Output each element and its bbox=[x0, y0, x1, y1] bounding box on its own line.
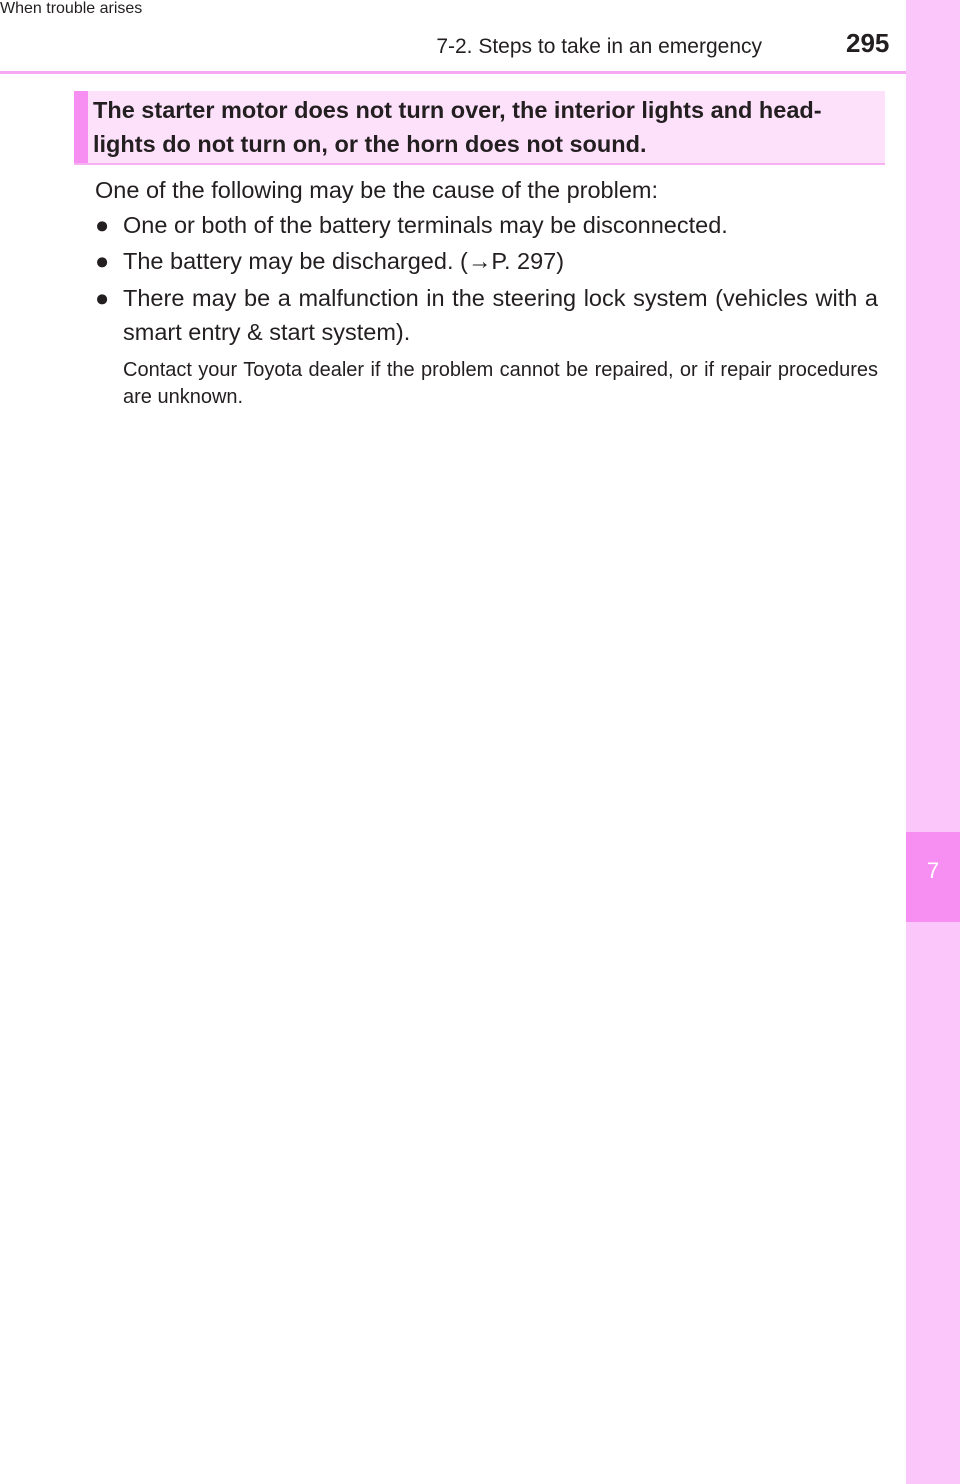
bullet-item bbox=[95, 281, 878, 349]
intro-text: One of the following may be the cause of the problem: bbox=[95, 177, 659, 203]
page-number: 295 bbox=[846, 28, 890, 58]
bullet-text: One or both of the battery terminals may be disconnected. bbox=[123, 212, 728, 238]
bullet-icon: ● bbox=[95, 248, 110, 274]
chapter-side-tab bbox=[906, 0, 960, 1484]
bullet-item bbox=[95, 244, 878, 278]
bullet-text: The battery may be discharged. (→P. 297) bbox=[123, 248, 565, 274]
bullet-item bbox=[95, 208, 878, 242]
bullet-icon: ● bbox=[95, 212, 110, 238]
section-title: 7-2. Steps to take in an emergency bbox=[436, 35, 762, 58]
bullet-text: There may be a malfunction in the steering lock system (vehicles with a smart entry & start system). bbox=[123, 285, 878, 345]
chapter-title: When trouble arises bbox=[0, 0, 143, 17]
heading-accent-bar bbox=[74, 91, 88, 163]
header-divider bbox=[0, 71, 906, 74]
chapter-number: 7 bbox=[926, 858, 940, 883]
bullet-icon: ● bbox=[95, 285, 110, 311]
note-text: Contact your Toyota dealer if the problem cannot be repaired, or if repair procedures are unknown. bbox=[123, 359, 878, 408]
section-heading: The starter motor does not turn over, the interior lights and head-lights do not turn on, or the horn does not sound. bbox=[93, 97, 822, 157]
